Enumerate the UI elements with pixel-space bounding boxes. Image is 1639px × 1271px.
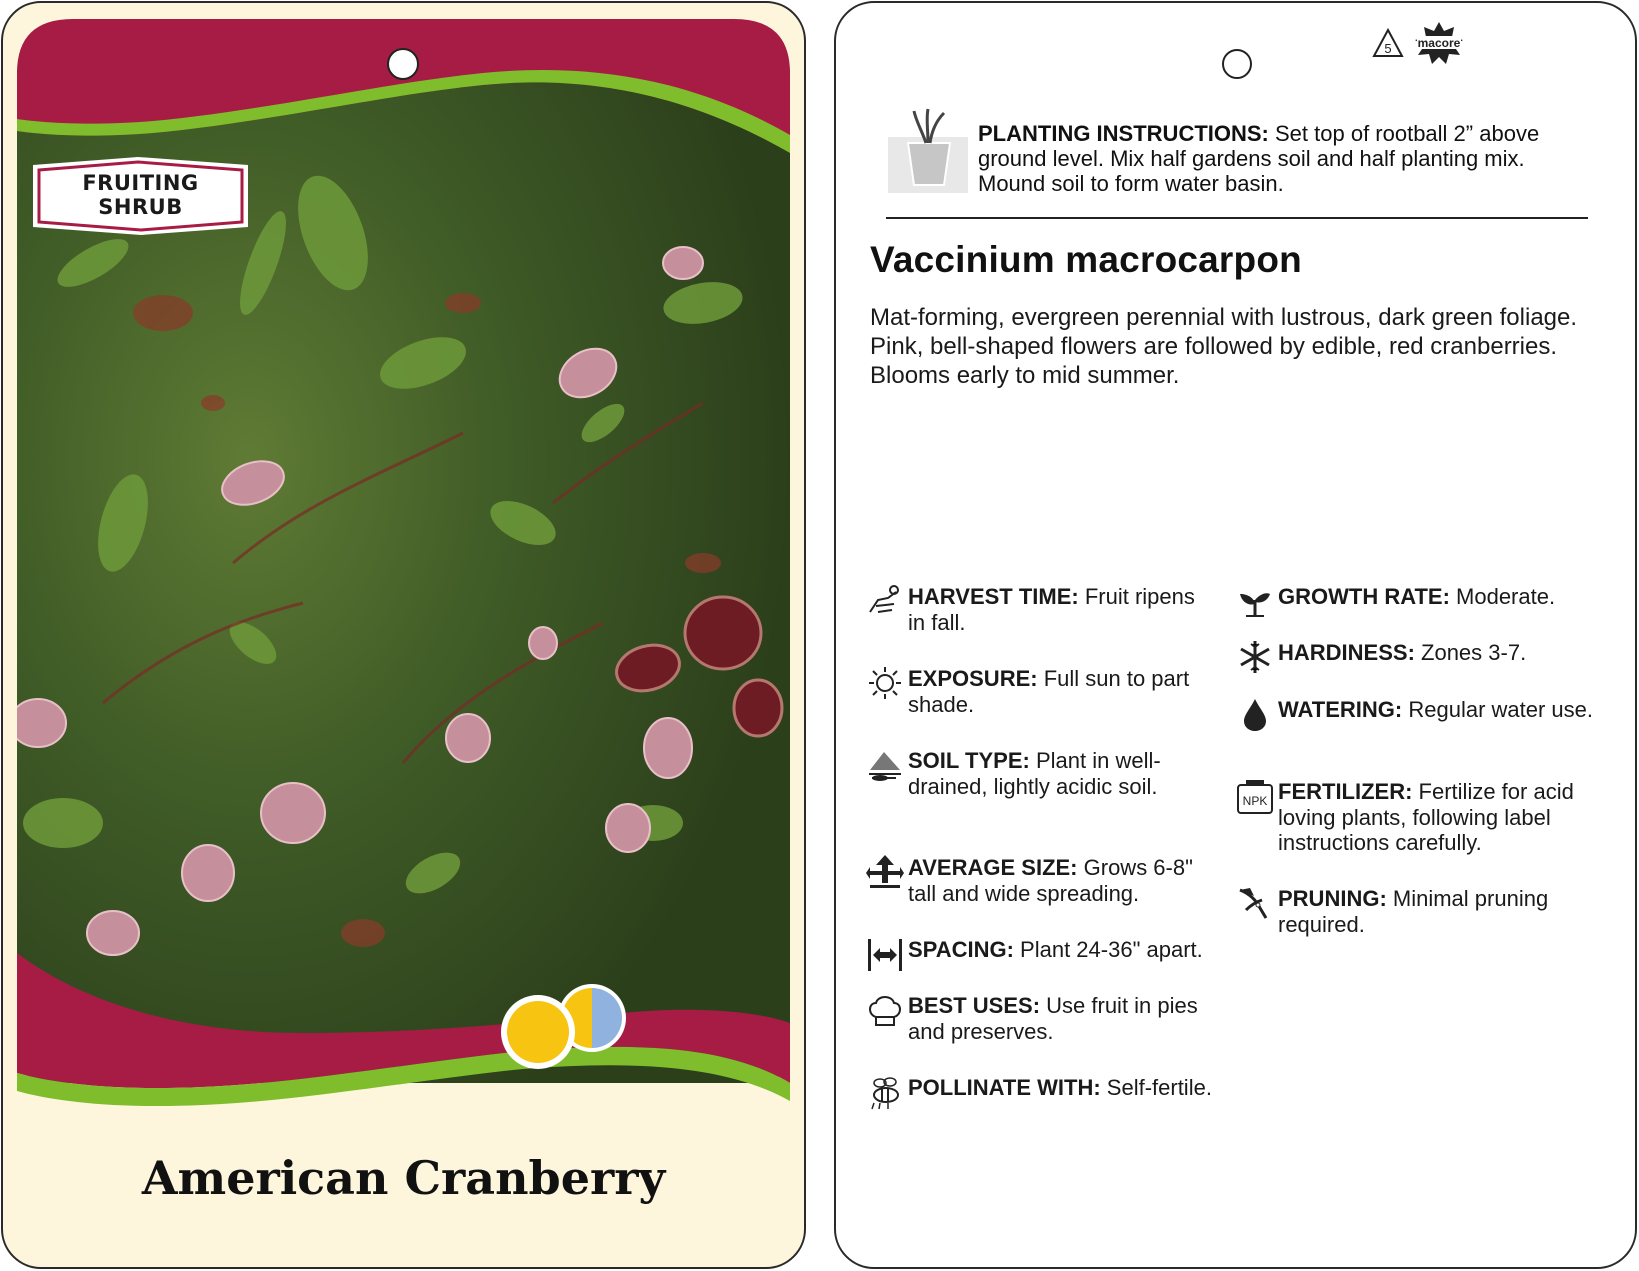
harvest-hand-icon — [866, 582, 904, 620]
planting-instructions — [978, 121, 1578, 196]
svg-text:NPK: NPK — [1242, 794, 1268, 808]
attr-growth-rate: GROWTH RATE: Moderate. — [1236, 584, 1596, 620]
chef-hat-icon — [866, 991, 904, 1029]
divider — [886, 217, 1588, 219]
front-tag — [1, 1, 806, 1269]
planting-pot-icon — [886, 107, 970, 195]
water-drop-icon — [1236, 695, 1274, 733]
attr-best-uses: BEST USES: Use fruit in pies and preserves. — [866, 993, 1216, 1044]
soil-icon — [866, 746, 904, 784]
attr-fertilizer: NPK FERTILIZER: Fertilize for acid loving plants, following label instructions carefully. — [1236, 779, 1596, 856]
tag-hole — [1222, 49, 1252, 79]
sprout-icon — [1236, 582, 1274, 620]
attr-soil-type: SOIL TYPE: Plant in well-drained, lightly acidic soil. — [866, 748, 1216, 799]
attr-average-size: AVERAGE SIZE: Grows 6-8" tall and wide spreading. — [866, 855, 1216, 906]
pruning-shears-icon — [1236, 884, 1274, 922]
planting-label: PLANTING INSTRUCTIONS: — [978, 121, 1269, 146]
plant-description: Mat-forming, evergreen perennial with lustrous, dark green foliage. Pink, bell-shaped flowers are followed by edible, red cranberries. Blooms early to mid summer. — [870, 304, 1578, 389]
attr-exposure: EXPOSURE: Full sun to part shade. — [866, 666, 1216, 717]
attr-watering: WATERING: Regular water use. — [1236, 697, 1596, 733]
planting-text: Set top of rootball 2” above ground level. Mix half gardens soil and half planting mix. Mound soil to form water basin. — [978, 121, 1540, 196]
svg-text:macore: macore — [1417, 36, 1461, 50]
sun-icon — [866, 664, 904, 702]
svg-text:5: 5 — [1384, 41, 1392, 56]
npk-icon — [1236, 777, 1274, 815]
bee-icon — [866, 1073, 904, 1111]
botanical-name: Vaccinium macrocarpon — [870, 239, 1302, 280]
snowflake-icon — [1236, 638, 1274, 676]
spacing-icon — [866, 935, 904, 973]
category-label: FRUITING SHRUB — [82, 171, 199, 219]
size-arrows-icon — [866, 853, 904, 891]
attr-pruning: PRUNING: Minimal pruning required. — [1236, 886, 1596, 937]
full-sun-icon — [501, 995, 575, 1069]
attr-pollinate-with: POLLINATE WITH: Self-fertile. — [866, 1075, 1216, 1111]
attr-hardiness: HARDINESS: Zones 3-7. — [1236, 640, 1596, 676]
back-tag — [834, 1, 1637, 1269]
macore-logo — [1411, 21, 1467, 65]
recycle-icon — [1371, 27, 1405, 61]
common-name: American Cranberry — [141, 1151, 666, 1205]
attr-spacing: SPACING: Plant 24-36" apart. — [866, 937, 1216, 973]
attr-harvest-time: HARVEST TIME: Fruit ripens in fall. — [866, 584, 1216, 635]
